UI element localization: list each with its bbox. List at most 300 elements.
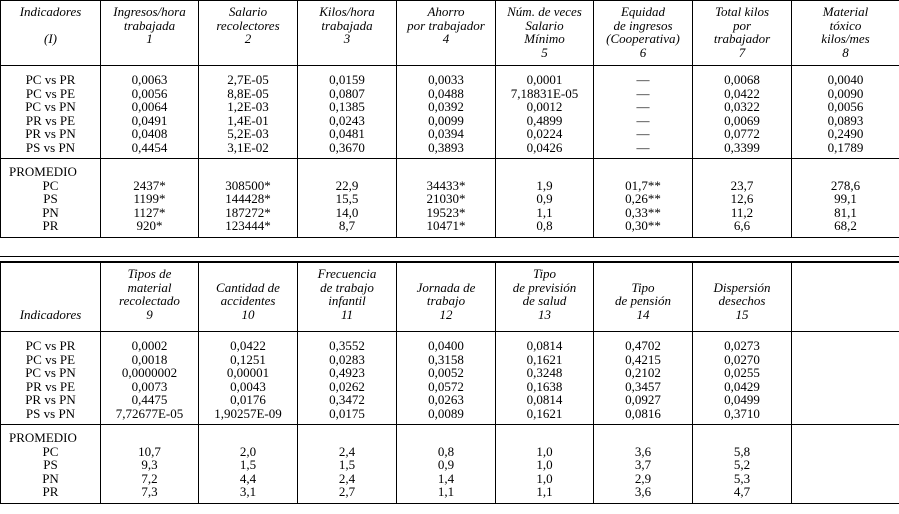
table-cell: — [636, 126, 650, 141]
table-cell: 1,4E-01 [227, 112, 269, 128]
header-line: (I) [44, 31, 57, 46]
row-label: PR vs PE [25, 112, 76, 128]
table-cell: 0,3893 [428, 139, 464, 155]
table-cell: 68,2 [834, 218, 857, 233]
table-cell: 0,0422 [724, 85, 760, 101]
comparison-column [101, 332, 199, 425]
promedio-column [199, 425, 298, 504]
table-cell: 1,9 [536, 177, 553, 193]
promedio-column [594, 159, 693, 238]
header-line: trabajador [713, 31, 771, 46]
table-cell: 0,3472 [329, 392, 365, 407]
spacer [399, 165, 493, 179]
table-cell: 1,0 [536, 443, 553, 459]
table-cell [794, 485, 897, 499]
table-cell: 1,5 [239, 457, 257, 472]
header-line [201, 267, 295, 281]
comparison-column [496, 332, 594, 425]
table-cell: 2,4 [338, 470, 356, 486]
header-line: tóxico [829, 17, 862, 33]
table-cell: 0,0392 [428, 99, 464, 114]
header-line: trabajada [321, 17, 373, 33]
header-line: Salario [525, 17, 564, 33]
header-line: por trabajador [407, 17, 485, 33]
row-label: PC vs PE [25, 351, 76, 367]
header-line: 11 [340, 306, 354, 322]
header-line [794, 281, 897, 295]
table-cell: 0,0224 [526, 126, 563, 141]
table-cell: 11,2 [730, 204, 754, 220]
table-cell: 10,7 [138, 443, 161, 459]
table-cell: 0,3552 [329, 338, 365, 353]
table-cell: 0,2490 [827, 126, 864, 141]
table-cell: 0,0400 [428, 338, 464, 353]
header-line [399, 267, 493, 281]
table-cell: 0,3158 [428, 351, 464, 367]
header-line: Total kilos [714, 4, 770, 19]
column-header [792, 1, 899, 66]
table-cell: 3,7 [634, 457, 652, 472]
comparison-column [594, 66, 693, 159]
promedio-column [298, 425, 397, 504]
header-line: 2 [244, 31, 252, 46]
spacer [794, 165, 897, 179]
table-cell: 5,3 [733, 470, 751, 486]
table-cell: 0,3248 [526, 365, 563, 380]
comparison-column [693, 66, 792, 159]
header-line: 8 [842, 44, 849, 60]
row-label: PR [42, 218, 59, 233]
table-cell: 1,0 [536, 470, 553, 486]
table-cell [794, 380, 897, 394]
table-cell: 99,1 [834, 191, 857, 206]
table-cell: 2437* [133, 177, 166, 193]
table-cell: 34433* [426, 177, 466, 193]
header-line: 15 [735, 306, 749, 322]
header-line: trabajada [123, 17, 176, 33]
table-cell: 5,2E-03 [227, 126, 269, 141]
comparison-column [594, 332, 693, 425]
table-cell: 0,0056 [131, 85, 168, 101]
table-cell: 1,2E-03 [227, 99, 269, 114]
header-line: Ahorro [427, 4, 465, 19]
table-cell: 0,0322 [724, 99, 760, 114]
promedio-column [496, 425, 594, 504]
column-header [199, 1, 298, 66]
table-cell: 0,4923 [329, 365, 365, 380]
table-cell [794, 472, 897, 486]
promedio-column [792, 159, 899, 238]
spacer [300, 431, 394, 445]
table-cell: 1199* [133, 191, 166, 206]
row-label: PC [42, 443, 59, 459]
table-cell: 5,2 [733, 457, 751, 472]
row-label: PS vs PN [25, 139, 76, 155]
table-cell: 0,30** [625, 218, 661, 233]
header-line: accidentes [220, 293, 276, 308]
table-cell: 0,0033 [428, 72, 464, 87]
table-cell: 4,7 [733, 484, 751, 499]
table-cell: 7,18831E-05 [510, 85, 579, 101]
spacer [596, 431, 690, 445]
row-label: PS vs PN [25, 405, 76, 421]
table-cell: 0,9 [437, 457, 455, 472]
table-cell: 3,6 [634, 443, 652, 459]
row-label: PC vs PN [25, 99, 76, 114]
table-cell: 0,4215 [625, 351, 661, 367]
table-cell: 10471* [426, 218, 466, 233]
header-line: Kilos/hora [319, 4, 375, 19]
header-line: Equidad [620, 4, 666, 19]
table-cell: 0,4899 [526, 112, 563, 128]
promedio-column [594, 425, 693, 504]
table-cell: 0,0262 [329, 378, 365, 394]
header-line [794, 294, 897, 308]
comparison-column [298, 66, 397, 159]
table-cell: 15,5 [335, 191, 359, 206]
table-cell: 0,0175 [329, 405, 365, 421]
table-cell: 0,0052 [428, 365, 464, 380]
table-cell: 0,0807 [329, 85, 365, 101]
promedio-column [101, 159, 199, 238]
header-line: infantil [328, 293, 366, 308]
spacer [201, 165, 295, 179]
table-cell: 1,5 [338, 457, 356, 472]
table-cell: 0,8 [437, 443, 455, 459]
header-line: 9 [146, 306, 153, 322]
table-cell: 3,1E-02 [227, 139, 269, 155]
header-line: por [732, 17, 752, 33]
promedio-column [792, 425, 899, 504]
table-cell: 0,0159 [329, 72, 365, 87]
spacer [498, 431, 591, 445]
table-cell: 0,4454 [131, 139, 168, 155]
table-cell: 0,0255 [724, 365, 760, 380]
table-cell: 0,0772 [724, 126, 760, 141]
comparison-column [397, 66, 496, 159]
table-cell: 0,0270 [724, 351, 760, 367]
table-cell: 0,0927 [625, 392, 661, 407]
table-cell: 0,1251 [230, 351, 266, 367]
table-cell: 0,3670 [329, 139, 365, 155]
table-cell: 308500* [225, 177, 271, 193]
header-line: Cantidad de [216, 279, 280, 295]
table-cell: 0,0816 [625, 405, 661, 421]
header-line: Frecuencia [317, 266, 377, 281]
header-line: 1 [146, 31, 153, 46]
table-cell: 0,3457 [625, 378, 661, 394]
table-cell: 278,6 [830, 177, 861, 193]
table-cell: 0,0063 [131, 72, 168, 87]
table-indicators-9-15 [0, 262, 899, 504]
table-cell: 23,7 [730, 177, 754, 193]
header-line [3, 294, 98, 308]
table-cell: 0,0426 [526, 139, 563, 155]
promedio-title: PROMEDIO [9, 164, 77, 179]
table-cell: 0,0491 [131, 112, 168, 128]
table-cell [794, 366, 897, 380]
table-cell [794, 393, 897, 407]
table-cell: 01,7** [625, 177, 661, 193]
header-line: Ingresos/hora [113, 4, 186, 19]
header-line: material [127, 279, 172, 295]
table-cell: 0,8 [536, 218, 553, 233]
header-line: Tipos de [127, 266, 172, 281]
table-cell [794, 407, 897, 421]
table-cell: 0,0408 [131, 126, 168, 141]
table-cell: 1127* [133, 204, 166, 220]
column-header [1, 263, 101, 332]
header-line: Indicadores [19, 4, 82, 19]
table-cell: 0,0099 [428, 112, 464, 128]
comparison-column [397, 332, 496, 425]
spacer [399, 431, 493, 445]
table-cell: 0,0814 [526, 338, 563, 353]
row-label: PR vs PE [25, 378, 76, 394]
table-cell: 0,0018 [131, 351, 168, 367]
row-label: PS [43, 457, 58, 472]
table-cell: 0,0499 [724, 392, 760, 407]
table-cell: 0,0243 [329, 112, 365, 128]
table-cell: 5,8 [733, 443, 751, 459]
comparison-column [199, 66, 298, 159]
table-cell: 6,6 [733, 218, 751, 233]
table-cell: 2,4 [338, 443, 356, 459]
column-header [693, 263, 792, 332]
table-cell: 12,6 [730, 191, 754, 206]
column-header [496, 263, 594, 332]
table-cell: 920* [136, 218, 163, 233]
header-line: Material [822, 4, 869, 19]
spacer [201, 431, 295, 445]
spacer [300, 165, 394, 179]
header-line: de previsión [512, 279, 577, 295]
table-cell: 0,0069 [724, 112, 760, 128]
comparison-column [792, 66, 899, 159]
table-cell: 1,1 [536, 484, 553, 499]
table-cell: 81,1 [834, 204, 857, 220]
table-cell: 0,3399 [724, 139, 760, 155]
header-line: 5 [541, 44, 548, 60]
table-cell: 0,0073 [131, 378, 168, 394]
promedio-column [693, 425, 792, 504]
row-label: PC vs PR [25, 338, 76, 353]
table-cell: — [636, 85, 650, 101]
row-label: PC vs PN [25, 365, 76, 380]
table-cell: 1,4 [437, 470, 455, 486]
table-cell: 2,7E-05 [227, 72, 269, 87]
table-cell: 0,0422 [230, 338, 266, 353]
table-cell: 0,4702 [625, 338, 661, 353]
table-cell: 0,0012 [526, 99, 563, 114]
header-line: 13 [538, 306, 551, 322]
table-cell: 0,33** [625, 204, 661, 220]
header-line: Jornada de [416, 279, 476, 295]
promedio-column [397, 159, 496, 238]
spacer [695, 431, 789, 445]
spacer [794, 431, 897, 445]
column-header [792, 263, 899, 332]
header-line: recolectado [119, 293, 180, 308]
header-line [596, 267, 690, 281]
row-label: PR vs PN [25, 126, 76, 141]
header-line: Dispersión [713, 279, 771, 295]
table-cell: 0,0043 [230, 378, 266, 394]
row-label: PC vs PE [25, 85, 76, 101]
table-cell: 1,0 [536, 457, 553, 472]
table-cell: 0,26** [625, 191, 661, 206]
column-header [693, 1, 792, 66]
comparison-column [199, 332, 298, 425]
column-header [199, 263, 298, 332]
table-cell: 0,0176 [230, 392, 266, 407]
header-line: 12 [439, 306, 453, 322]
table-cell: 7,2 [141, 470, 158, 486]
table-cell: 0,1385 [329, 99, 365, 114]
header-line: de salud [522, 293, 567, 308]
table-cell: 0,1621 [526, 405, 563, 421]
column-header [298, 263, 397, 332]
table-cell: 144428* [225, 191, 271, 206]
table-cell: 3,6 [634, 484, 652, 499]
comparison-column [792, 332, 899, 425]
table-cell: 0,0814 [526, 392, 563, 407]
column-header [101, 263, 199, 332]
spacer [498, 165, 591, 179]
comparison-column [496, 66, 594, 159]
promedio-column [496, 159, 594, 238]
header-line: (Cooperativa) [606, 31, 680, 46]
table-cell: 0,0572 [428, 378, 464, 394]
table-cell: 21030* [426, 191, 466, 206]
header-line: de trabajo [320, 279, 374, 295]
table-cell: 9,3 [141, 457, 158, 472]
table-cell [794, 353, 897, 367]
table-cell [794, 445, 897, 459]
header-line: 7 [738, 44, 746, 60]
column-header [496, 1, 594, 66]
table-cell: 0,0488 [428, 85, 464, 101]
table-cell: 0,1621 [526, 351, 563, 367]
column-header [397, 263, 496, 332]
promedio-labels [1, 425, 101, 504]
table-cell: 187272* [225, 204, 271, 220]
column-header [594, 263, 693, 332]
header-line: 3 [343, 31, 351, 46]
row-label: PR [42, 484, 59, 499]
table-cell: 1,90257E-09 [214, 405, 282, 421]
column-header [397, 1, 496, 66]
row-label: PN [42, 204, 59, 220]
table-cell: 0,0089 [428, 405, 464, 421]
table-cell: 8,7 [338, 218, 356, 233]
column-header [1, 1, 101, 66]
table-cell: 2,7 [338, 484, 356, 499]
promedio-labels [1, 159, 101, 238]
header-line: Tipo [631, 279, 655, 295]
header-line: trabajo [426, 293, 466, 308]
header-line: Indicadores [19, 306, 82, 322]
table-cell: 3,1 [239, 484, 257, 499]
comparison-column [693, 332, 792, 425]
header-line: de ingresos [613, 17, 673, 33]
header-line: desechos [718, 293, 766, 308]
table-cell: 1,1 [437, 484, 455, 499]
table-cell: 4,4 [239, 470, 257, 486]
header-line [3, 267, 98, 281]
header-line: 6 [639, 44, 647, 60]
spacer [103, 431, 196, 445]
table-indicators-1-8 [0, 0, 899, 238]
table-cell: — [636, 72, 650, 87]
row-label: PS [43, 191, 58, 206]
comparison-column [298, 332, 397, 425]
promedio-column [101, 425, 199, 504]
table-cell: 0,0263 [428, 392, 464, 407]
table-cell: 22,9 [335, 177, 359, 193]
table-cell: 123444* [225, 218, 271, 233]
header-line: 4 [442, 31, 450, 46]
promedio-title: PROMEDIO [9, 430, 77, 445]
header-line [695, 267, 789, 281]
row-label: PC [42, 177, 59, 193]
row-label: PC vs PR [25, 72, 76, 87]
column-header [101, 1, 199, 66]
table-cell: 7,72677E-05 [115, 405, 184, 421]
table-cell: 0,2102 [625, 365, 661, 380]
spacer [103, 165, 196, 179]
table-cell: 1,1 [536, 204, 553, 220]
table-cell: 7,3 [141, 484, 158, 499]
table-cell: 0,0040 [827, 72, 864, 87]
table-cell: 0,0064 [131, 99, 168, 114]
table-cell: 14,0 [335, 204, 359, 220]
table-cell: 0,1789 [827, 139, 864, 155]
header-line: Tipo [532, 266, 557, 281]
table-cell: 2,0 [239, 443, 257, 459]
table-cell: 0,0273 [724, 338, 760, 353]
spacer [695, 165, 789, 179]
table-cell [794, 458, 897, 472]
header-line: kilos/mes [821, 31, 870, 46]
header-line: 14 [636, 306, 650, 322]
spacer [596, 165, 690, 179]
row-label: PR vs PN [25, 392, 76, 407]
table-cell: 0,3710 [724, 405, 760, 421]
table-cell: 0,0000002 [121, 365, 178, 380]
column-header [594, 1, 693, 66]
header-line: 10 [241, 306, 255, 322]
header-line: Núm. de veces [507, 4, 582, 19]
column-header [298, 1, 397, 66]
table-cell: 0,0090 [827, 85, 864, 101]
table-cell: 0,0893 [827, 112, 864, 128]
table-cell: 19523* [426, 204, 466, 220]
table-cell: — [636, 99, 650, 114]
row-label: PN [42, 470, 59, 486]
table-cell: 0,0394 [428, 126, 464, 141]
table-cell: 0,4475 [131, 392, 168, 407]
table-cell: — [636, 139, 650, 155]
header-line: recolectores [216, 17, 280, 33]
comparison-labels [1, 66, 101, 159]
header-line [794, 267, 897, 281]
comparison-labels [1, 332, 101, 425]
table-cell: 0,0002 [131, 338, 168, 353]
table-cell: 0,1638 [526, 378, 563, 394]
table-cell: — [636, 112, 650, 128]
table-cell: 2,9 [634, 470, 652, 486]
